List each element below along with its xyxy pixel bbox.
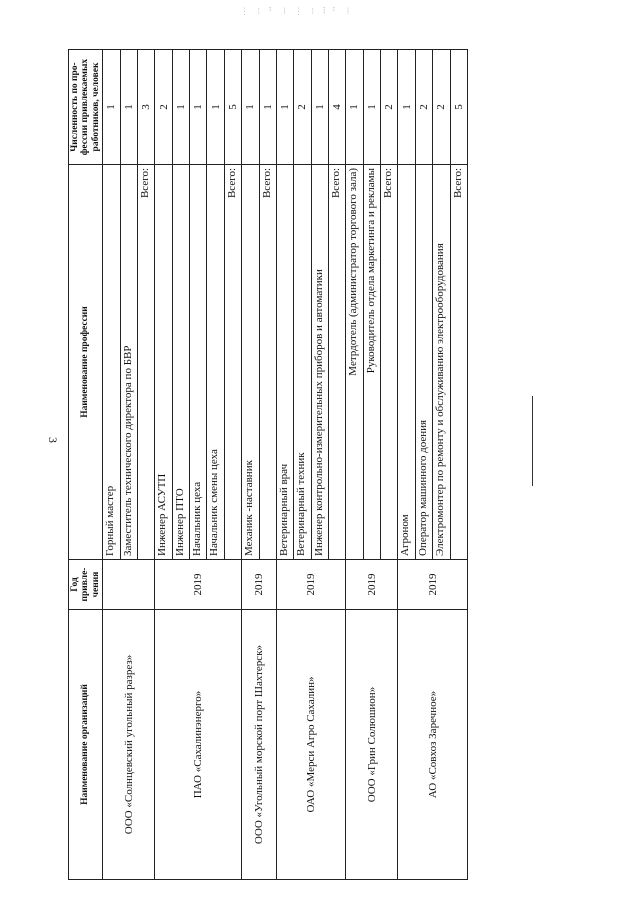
- count-cell: 1: [103, 50, 120, 165]
- profession-cell: Ветеринарный техник: [294, 165, 311, 560]
- profession-cell: Агроном: [398, 165, 415, 560]
- count-cell: 1: [363, 50, 380, 165]
- total-label: Всего:: [224, 165, 241, 560]
- year-cell: 2019: [346, 560, 398, 610]
- total-count: 2: [381, 50, 398, 165]
- total-count: 1: [259, 50, 276, 165]
- count-cell: 2: [415, 50, 432, 165]
- workers-table: [68, 49, 468, 880]
- table-header-row: [69, 50, 103, 880]
- count-cell: 1: [172, 50, 189, 165]
- year-cell: [103, 560, 155, 610]
- total-count: 5: [224, 50, 241, 165]
- table-row: [242, 50, 259, 880]
- count-cell: 1: [311, 50, 328, 165]
- margin-line: [532, 396, 533, 486]
- table-row: [155, 50, 172, 880]
- table-row: [346, 50, 363, 880]
- org-cell: АО «Совхоз Заречное»: [398, 610, 468, 880]
- profession-cell: Инженер АСУТП: [155, 165, 172, 560]
- page-number: 3: [46, 437, 60, 443]
- count-cell: 1: [190, 50, 207, 165]
- total-label: Всего:: [328, 165, 345, 560]
- total-label: Всего:: [138, 165, 155, 560]
- year-cell: 2019: [242, 560, 277, 610]
- profession-cell: Руководитель отдела маркетинга и рекламы: [363, 165, 380, 560]
- org-cell: ООО «Грин Солюшион»: [346, 610, 398, 880]
- header-year: Год привле-чения: [69, 560, 103, 610]
- total-label: Всего:: [381, 165, 398, 560]
- count-cell: 1: [120, 50, 137, 165]
- profession-cell: Инженер ПТО: [172, 165, 189, 560]
- profession-cell: Заместитель технического директора по БВР: [120, 165, 137, 560]
- count-cell: 2: [294, 50, 311, 165]
- year-cell: 2019: [398, 560, 468, 610]
- org-cell: ОАО «Мерси Агро Сахалин»: [276, 610, 345, 880]
- year-cell: 2019: [155, 560, 242, 610]
- table-row: [103, 50, 120, 880]
- org-cell: ООО «Угольный морской порт Шахтерск»: [242, 610, 277, 880]
- total-label: Всего:: [450, 165, 468, 560]
- count-cell: 1: [346, 50, 363, 165]
- count-cell: 2: [155, 50, 172, 165]
- total-label: Всего:: [259, 165, 276, 560]
- profession-cell: Оператор машинного доения: [415, 165, 432, 560]
- count-cell: 2: [433, 50, 450, 165]
- org-cell: ПАО «Сахалинэнерго»: [155, 610, 242, 880]
- profession-cell: Ветеринарный врач: [276, 165, 293, 560]
- count-cell: 1: [398, 50, 415, 165]
- table-row: [398, 50, 415, 880]
- profession-cell: Механик -наставник: [242, 165, 259, 560]
- profession-cell: Электромонтер по ремонту и обслуживанию электрооборудования: [433, 165, 450, 560]
- header-count: Численность по про-фессии привлекаемых работников, человек: [69, 50, 103, 165]
- count-cell: 1: [276, 50, 293, 165]
- year-cell: 2019: [276, 560, 345, 610]
- faint-header-marks: ⋮ ⁝ ⠃ ⁞ ⋮ ⁝ ⠇⠃ ⁞: [240, 6, 353, 16]
- header-org: Наименование организаций: [69, 610, 103, 880]
- total-count: 3: [138, 50, 155, 165]
- total-count: 5: [450, 50, 468, 165]
- header-profession: Наименование профессии: [69, 165, 103, 560]
- profession-cell: Инженер контрольно-измерительных приборов и автоматики: [311, 165, 328, 560]
- profession-cell: Горный мастер: [103, 165, 120, 560]
- total-count: 4: [328, 50, 345, 165]
- profession-cell: Метрдотель (администратор торгового зала): [346, 165, 363, 560]
- count-cell: 1: [242, 50, 259, 165]
- org-cell: ООО «Солнцевский угольный разрез»: [103, 610, 155, 880]
- profession-cell: Начальник смены цеха: [207, 165, 224, 560]
- count-cell: 1: [207, 50, 224, 165]
- rotated-table-container: [68, 50, 468, 880]
- profession-cell: Начальник цеха: [190, 165, 207, 560]
- table-row: [276, 50, 293, 880]
